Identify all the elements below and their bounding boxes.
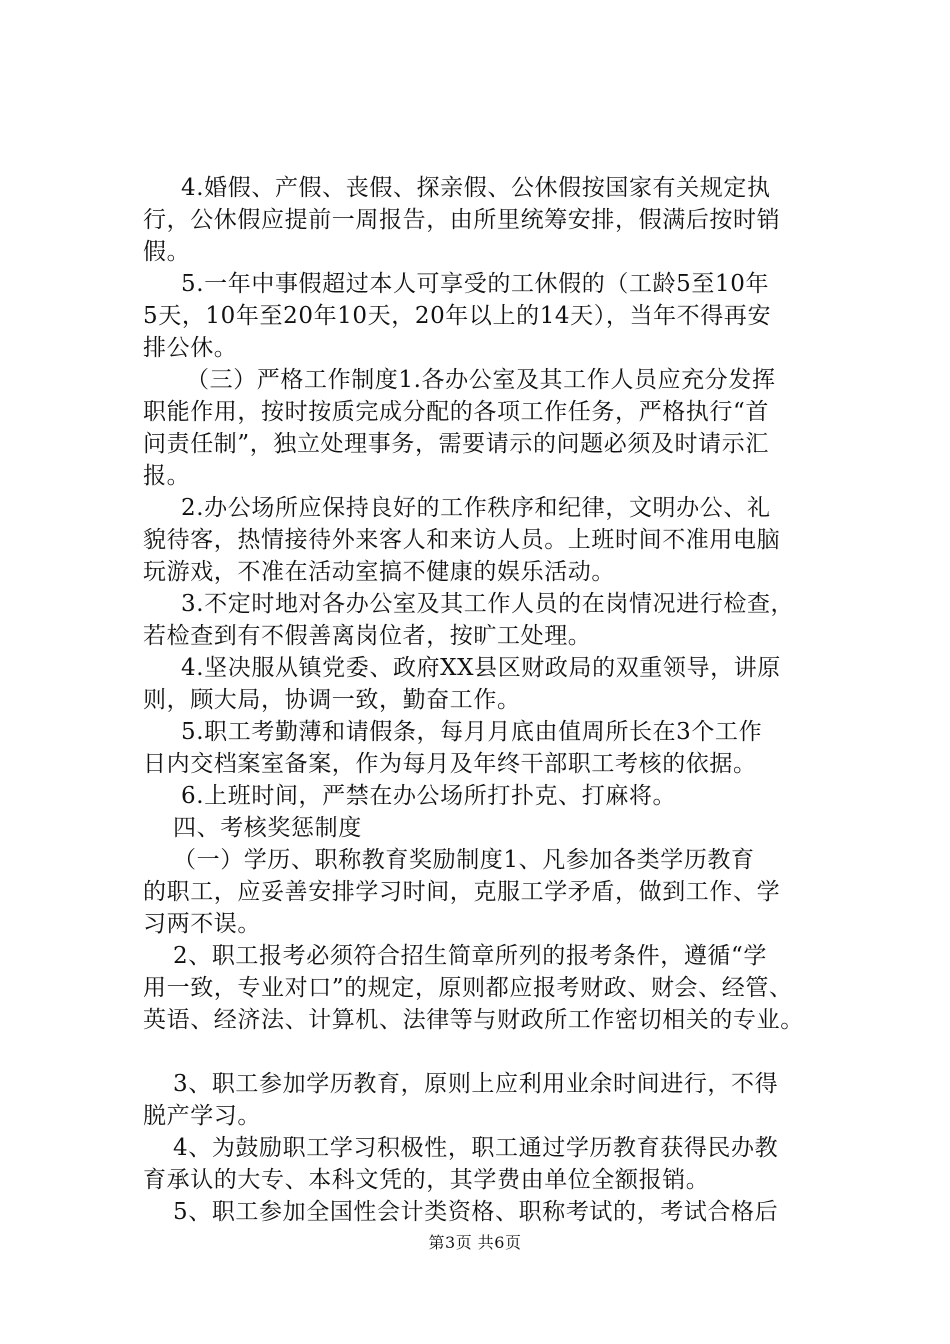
paragraph-line: 6.上班时间，严禁在办公场所打扑克、打麻将。 xyxy=(181,783,677,809)
paragraph-line: 排公休。 xyxy=(143,335,238,361)
paragraph-line: 玩游戏，不准在活动室搞不健康的娱乐活动。 xyxy=(143,559,615,585)
paragraph-line: 2.办公场所应保持良好的工作秩序和纪律，文明办公、礼 xyxy=(181,495,771,521)
paragraph-line: 行，公休假应提前一周报告，由所里统筹安排，假满后按时销 xyxy=(143,207,781,233)
paragraph-line: 育承认的大专、本科文凭的，其学费由单位全额报销。 xyxy=(143,1167,710,1193)
paragraph-line: 日内交档案室备案，作为每月及年终干部职工考核的依据。 xyxy=(143,751,757,777)
paragraph-line: （三）严格工作制度1.各办公室及其工作人员应充分发挥 xyxy=(186,367,776,393)
paragraph-line: 习两不误。 xyxy=(143,911,261,937)
paragraph-line: 报。 xyxy=(143,463,191,489)
paragraph-line: 4、为鼓励职工学习积极性，职工通过学历教育获得民办教 xyxy=(173,1135,779,1161)
document-body xyxy=(143,172,833,1228)
paragraph-line: 4.坚决服从镇党委、政府XX县区财政局的双重领导，讲原 xyxy=(181,655,781,681)
paragraph-line: 2、职工报考必须符合招生简章所列的报考条件，遵循“学 xyxy=(173,943,767,969)
paragraph-line: 5.职工考勤薄和请假条，每月月底由值周所长在3个工作 xyxy=(181,719,763,745)
paragraph-line: （一）学历、职称教育奖励制度1、凡参加各类学历教育 xyxy=(173,847,755,873)
paragraph-line: 4.婚假、产假、丧假、探亲假、公休假按国家有关规定执 xyxy=(181,175,771,201)
paragraph-line: 英语、经济法、计算机、法律等与财政所工作密切相关的专业。 xyxy=(143,1007,804,1033)
paragraph-line: 的职工，应妥善安排学习时间，克服工学矛盾，做到工作、学 xyxy=(143,879,781,905)
page-number-footer: 第3页 共6页 xyxy=(428,1233,522,1252)
paragraph-line: 假。 xyxy=(143,239,191,265)
paragraph-line: 5.一年中事假超过本人可享受的工休假的（工龄5至10年 xyxy=(181,271,770,297)
paragraph-line: 3、职工参加学历教育，原则上应利用业余时间进行，不得 xyxy=(173,1071,779,1097)
paragraph-line: 则，顾大局，协调一致，勤奋工作。 xyxy=(143,687,521,713)
paragraph-line: 貌待客，热情接待外来客人和来访人员。上班时间不准用电脑 xyxy=(143,527,781,553)
paragraph-line: 职能作用，按时按质完成分配的各项工作任务，严格执行“首 xyxy=(143,399,769,425)
paragraph-line: 问责任制”，独立处理事务，需要请示的问题必须及时请示汇 xyxy=(143,431,769,457)
paragraph-line: 3.不定时地对各办公室及其工作人员的在岗情况进行检查， xyxy=(181,591,795,617)
paragraph-line: 若检查到有不假善离岗位者，按旷工处理。 xyxy=(143,623,592,649)
paragraph-line: 用一致，专业对口”的规定，原则都应报考财政、财会、经管、 xyxy=(143,975,793,1001)
section-heading: 四、考核奖惩制度 xyxy=(173,815,362,841)
paragraph-line: 5天，10年至20年10天，20年以上的14天），当年不得再安 xyxy=(143,303,772,329)
blank-line xyxy=(143,1036,833,1068)
paragraph-line: 5、职工参加全国性会计类资格、职称考试的，考试合格后 xyxy=(173,1199,779,1225)
paragraph-line: 脱产学习。 xyxy=(143,1103,261,1129)
